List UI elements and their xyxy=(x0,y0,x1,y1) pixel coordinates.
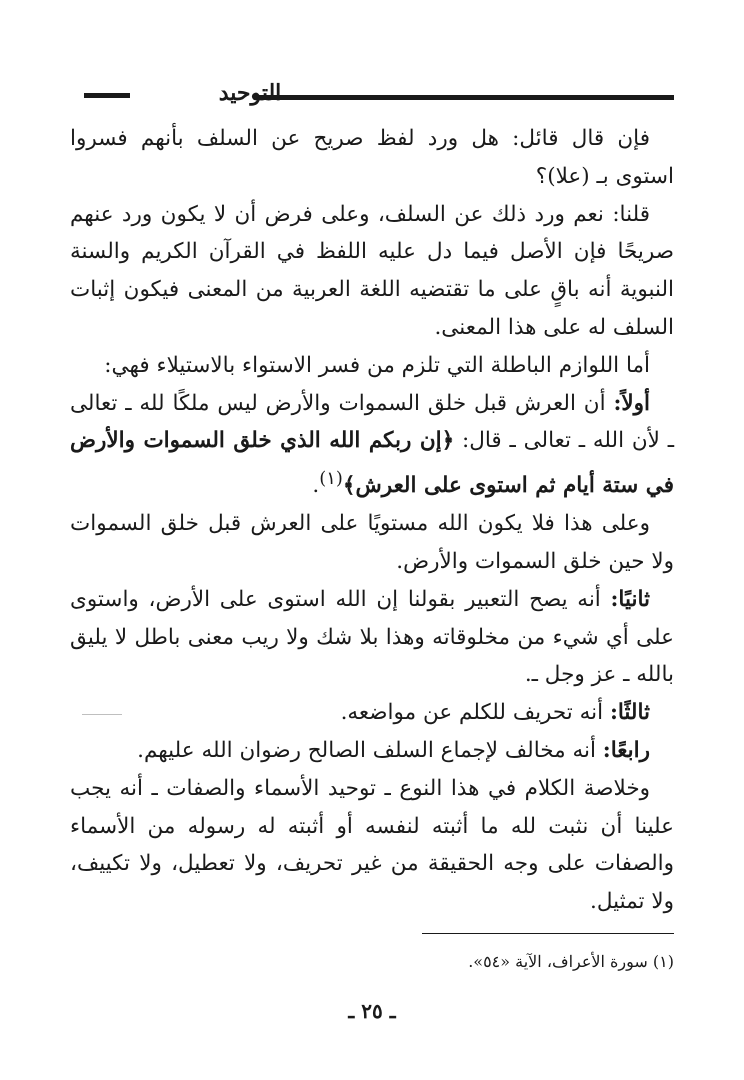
first-text: أن العرش قبل خلق السموات والأرض ليس ملكًا لله ـ تعالى ـ لأن الله ـ تعالى ـ قال: xyxy=(70,390,675,454)
first-end: . xyxy=(312,473,320,499)
paragraph-answer: قلنا: نعم ورد ذلك عن السلف، وعلى فرض أن لا يكون ورد عنهم صريحًا فإن الأصل فيما دل عليه اللفظ في القرآن الكريم والسنة النبوية أنه باقٍ على ما تقتضيه اللغة العربية من المعنى فيكون إثبات السلف له على هذا المعنى. xyxy=(70,201,674,340)
paragraph-fourth xyxy=(70,732,674,770)
paragraph-first-conclusion: وعلى هذا فلا يكون الله مستويًا على العرش قبل خلق السموات ولا حين خلق السموات والأرض. xyxy=(70,511,674,574)
header-title: التوحيد xyxy=(218,80,282,106)
running-header xyxy=(70,78,674,108)
third-text: أنه تحريف للكلم عن مواضعه. xyxy=(340,700,610,726)
second-label: ثانيًا: xyxy=(610,586,650,612)
first-label: أولاً: xyxy=(613,390,650,416)
paragraph-summary: وخلاصة الكلام في هذا النوع ـ توحيد الأسماء والصفات ـ أنه يجب علينا أن نثبت لله ما أثبته لنفسه أو أثبته له رسوله من الأسماء والصفات على وجه الحقيقة من غير تحريف، ولا تعطيل، ولا تكييف، ولا تمثيل. xyxy=(70,775,674,915)
fourth-text: أنه مخالف لإجماع السلف الصالح رضوان الله عليهم. xyxy=(137,737,603,763)
fourth-label: رابعًا: xyxy=(602,737,650,763)
paragraph-second xyxy=(70,581,674,694)
header-rule-left xyxy=(84,93,130,98)
page-number: ـ ٢٥ ـ xyxy=(348,999,396,1023)
paragraph-third xyxy=(70,694,674,732)
paragraph-question: فإن قال قائل: هل ورد لفظ صريح عن السلف بأنهم فسروا استوى بـ (علا)؟ xyxy=(70,126,674,189)
footnote-rule xyxy=(422,933,674,934)
paragraph-first xyxy=(70,385,674,506)
third-label: ثالثًا: xyxy=(609,700,650,726)
footnote: (١) سورة الأعراف، الآية «٥٤». xyxy=(468,952,674,971)
quran-verse: ﴿إن ربكم الله الذي خلق السموات والأرض في ستة أيام ثم استوى على العرش﴾ xyxy=(70,428,674,499)
margin-mark xyxy=(82,714,122,715)
body-text xyxy=(70,120,674,921)
paragraph-consequences-intro: أما اللوازم الباطلة التي تلزم من فسر الاستواء بالاستيلاء فهي: xyxy=(104,352,650,378)
footnote-ref: (١) xyxy=(319,468,343,490)
second-text: أنه يصح التعبير بقولنا إن الله استوى على الأرض، واستوى على أي شيء من مخلوقاته وهذا بلا شك ولا ريب معنى باطل لا يليق بالله ـ عز وجل ـ. xyxy=(70,586,674,688)
